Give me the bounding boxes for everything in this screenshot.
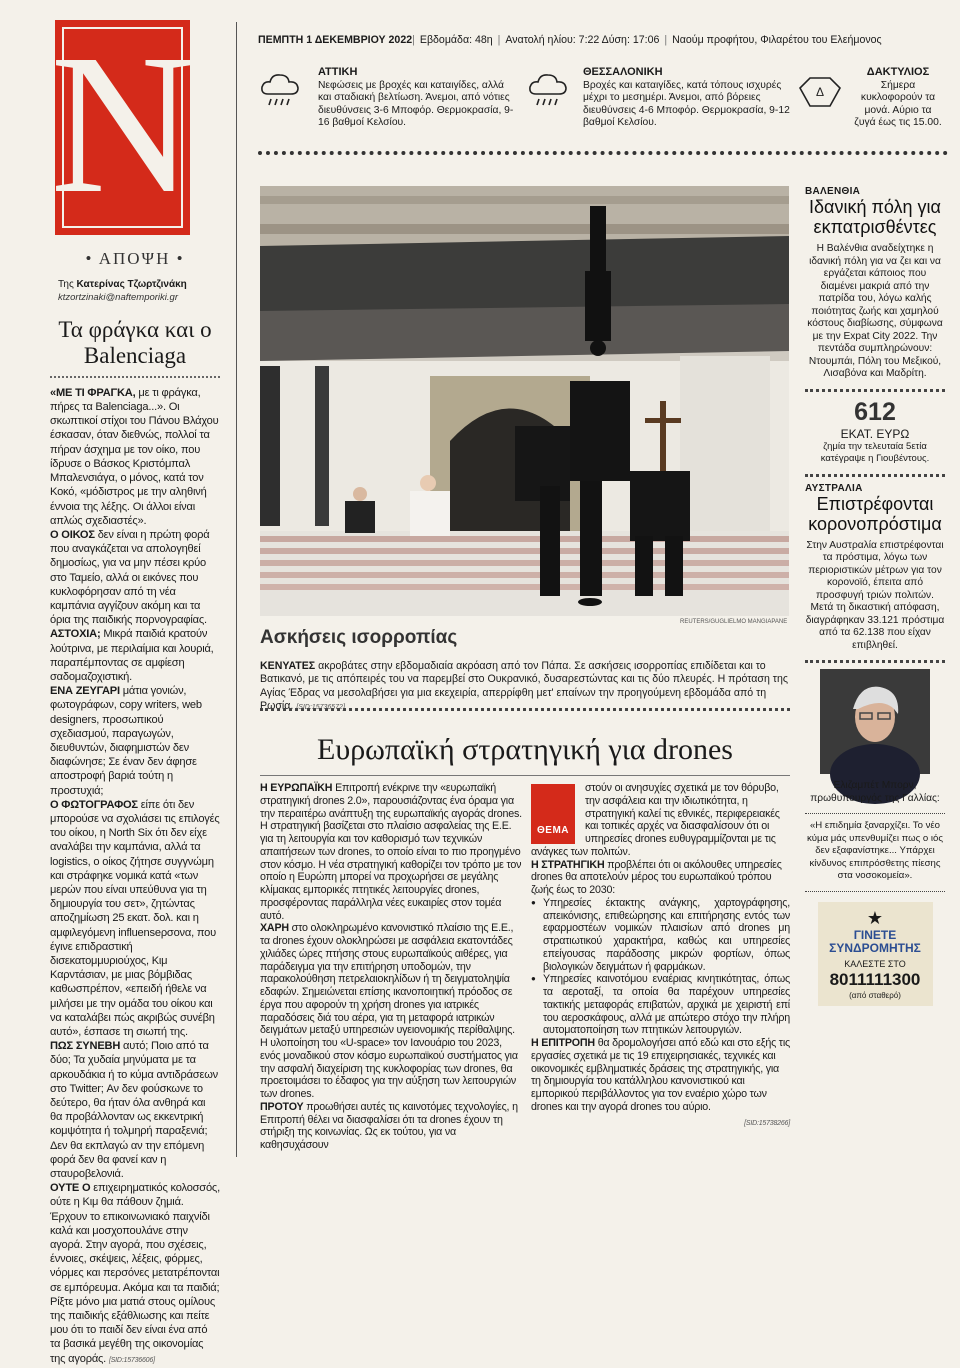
figure-text: ζημία την τελευταία 5ετία κατέγραψε η Γιουβέντους. — [820, 440, 930, 464]
acrobats-photo — [260, 186, 789, 616]
article-column-2 — [531, 782, 790, 1130]
divider — [260, 775, 790, 776]
paragraph: «ΜΕ ΤΙ ΦΡΑΓΚΑ, με τι φράγκα, πήρες τα Balenciaga...». Οι σκωπτικοί στίχοι του Πάνου Βλάχου έσκασαν, όταν διεθνώς, πολλοί τα πήραν άσχημα με τον οίκο, που ίδρυσε ο Βάσκος Κριστόμπαλ Μπαλενσιάγα, ο μόνος, κατά τον Κοκό, «μόδιστρος με την αληθινή έννοια της λέξης. Οι άλλοι είναι απλώς σχεδιαστές». — [50, 386, 219, 527]
photo-credit: REUTERS/GUGLIELMO MANGIAPANE — [680, 619, 788, 625]
divider — [805, 474, 945, 477]
opinion-body — [50, 386, 220, 1368]
article-column-1 — [260, 782, 522, 1152]
divider — [805, 389, 945, 392]
divider — [50, 376, 220, 378]
paragraph: Η ΕΠΙΤΡΟΠΗ θα δρομολογήσει από εδώ και στο εξής τις εργασίες σχετικά με τις 19 επιχειρησιακές, τεχνικές και οικονομικές εμβληματικές δράσεις της στρατηγικής, για τη δημιουργία του κατάλληλου κανονιστικού και εμπορικού περιβάλλοντος για τον εναέριο χώρο των drones και την αγορά drones του αύριο. — [531, 1037, 790, 1113]
paragraph: ΠΩΣ ΣΥΝΕΒΗ αυτό; Ποιο από τα δύο; Τα χυδαία μηνύματα με τα αρκουδάκια ή το κύμα αντιδράσεων στο Twitter; Αν δεν φούσκωνε το δεύτερο, θα ήταν όλα ανθηρά και θα προβάλλονταν ως εκκεντρική κομψότητα ή τολμηρή παραξενιά; Δεν θα εκπλαγώ αν την επόμενη φορά δεν θα φανεί καν η σταυροβελονιά. — [50, 1040, 219, 1181]
portrait-illustration — [820, 669, 930, 774]
sun-times: Ανατολή ηλίου: 7:22 Δύση: 17:06 — [505, 34, 660, 46]
divider — [260, 708, 790, 711]
divider — [805, 813, 945, 814]
newspaper-logo — [50, 13, 195, 235]
news-brief-column — [805, 170, 945, 1006]
bullet-list — [531, 897, 790, 1037]
story-id: [SID:15738266] — [744, 1119, 790, 1127]
paragraph: Η ΣΤΡΑΤΗΓΙΚΗ προβλέπει ότι οι ακόλουθες υπηρεσίες drones θα αποτελούν μέρος του ευρωπαϊκού τρόπου ζωής έως το 2030: — [531, 858, 782, 896]
divider — [258, 151, 948, 156]
author-name: Κατερίνας Τζωρτζινάκη — [76, 279, 187, 290]
list-item: ● Υπηρεσίες έκτακτης ανάγκης, χαρτογράφησης, απεικόνισης, επιθεώρησης και επιτήρησης εντός των εφαρμοστέων νομικών πλαισίων από drones μη στρατιωτικού χαρακτήρα, καθώς και υπηρεσίες επείγουσας παράδοσης μικρών φορτίων, όπως βιολογικών δειγμάτων ή φαρμάκων. — [531, 897, 790, 974]
paragraph: στούν οι ανησυχίες σχετικά με τον θόρυβο, την ασφάλεια και την ιδιωτικότητα, η στρατηγική καλεί τις εθνικές, περιφερειακές και τοπικές αρχές να διασφαλίσουν ότι οι υπηρεσίες drones ευθυγραμμίζονται με τις ανάγκες των πολιτών. — [531, 782, 780, 858]
article-title: Ευρωπαϊκή στρατηγική για drones — [317, 733, 733, 766]
trophy-icon: ★ — [866, 907, 884, 928]
svg-text:Δ: Δ — [815, 85, 825, 99]
traffic-sign-icon — [798, 72, 842, 112]
author-email[interactable]: ktzortzinaki@naftemporiki.gr — [58, 292, 178, 303]
subscribe-phone[interactable]: 8011111300 — [829, 969, 921, 989]
divider — [805, 660, 945, 663]
opinion-column — [50, 13, 220, 1368]
opinion-title: Τα φράγκα και ο Balenciaga — [58, 317, 212, 369]
quote-attribution: Ελιζαμπέτ Μπορν, πρωθυπουργός της Γαλλίας: — [810, 780, 940, 804]
portrait-photo — [820, 669, 930, 774]
paragraph: ΑΣΤΟΧΙΑ; Μικρά παιδιά κρατούν λούτρινα, με περιλαίμια και λουριά, παραπέμποντας σε αμφίεση σαδομαζοχιστική. — [50, 628, 214, 683]
figure-number: 612 — [854, 397, 896, 426]
paragraph: ΕΝΑ ΖΕΥΓΑΡΙ μάτια γονιών, φωτογράφων, copy writers, web designers, προσωπικού σχεδιασμού, παραγωγών, διευθυντών, διαφημιστών δεν διαφώνησε; Σε έναν δεν άφησε αποστροφή βαριά τούτη η προστυχιά; — [50, 685, 202, 797]
subscribe-call: ΚΑΛΕΣΤΕ ΣΤΟ — [844, 958, 906, 969]
story-id: [SID:15736606] — [108, 1356, 155, 1364]
section-label: • ΑΠΟΨΗ • — [85, 249, 185, 268]
paragraph: Ο ΦΩΤΟΓΡΑΦΟΣ είπε ότι δεν μπορούσε να σχολιάσει τις επιλογές του οίκου, η North Six ότι δεν είχε αναλάβει την καμπάνια, αλλά τα logistics, ο οίκος ζήτησε συγγνώμη και στράφηκε νομικά κατά «των μερών που είναι υπεύθυνα για τη δημιουργία του σετ», ζητώντας αποζημίωση 25 εκατ. δολ. και η αμφιλεγόμενη influenseρσονα, που έγινε επιδραστική δισεκατομμυριούχος, Κιμ Καρντάσιαν, με μιας βόμβιδας καθωσπρέπον, «επειδή ήθελε να μιλήσει με την ομάδα του οίκου και να καταλάβει πώς ακριβώς συνέβη αυτό», έσπασε τη σιωπή της. — [50, 798, 220, 1039]
subscribe-note: (από σταθερό) — [849, 990, 901, 1000]
theme-badge: ΘΕΜΑ — [531, 784, 575, 844]
photo-caption-title: Ασκήσεις ισορροπίας — [260, 627, 458, 648]
brief-headline: Ιδανική πόλη για εκπατρισθέντες — [809, 197, 941, 237]
brief-body: Η Βαλένθια αναδείχτηκε η ιδανική πόλη για να ζει και να εργάζεται κάποιος που διαμένει μακριά από την πατρίδα του, λόγω καλής ποιότητας ζωής και χαμηλού κόστους διαβίωσης, σύμφωνα με την Expat City 2022. Την πεντάδα συμπληρώνουν: Ντουμπάι, Πόλη του Μεξικού, Λισαβόνα και Μαδρίτη. — [807, 243, 943, 379]
paragraph: ΧΑΡΗ στο ολοκληρωμένο κανονιστικό πλαίσιο της Ε.Ε., τα drones έχουν ολοκληρώσει με ασφάλεια εκατοντάδες χιλιάδες ώρες πτήσης στους ευρωπαϊκούς αιθέρες, για παράδειγμα για την επιτήρηση υποδομών, την παρακολούθηση πετρελαιοκηλίδων ή τη δειγματοληψία εδαφών. Σημειώνεται επίσης ικανοποιητική πρόοδος σε έργα που αφορούν τη χρήση drones για ιατρικές παραδόσεις διά του αέρα, για τη μεταφορά ιατρικών δειγμάτων μεταξύ υπηρεσιών υγειονομικής περίθαλψης. Η υλοποίηση του «U-space» τον Ιανουάριο του 2023, ενός μοναδικού στον κόσμο ευρωπαϊκού συστήματος για την ασφαλή διαχείριση της κυκλοφορίας των drones, θα προετοιμάσει το έδαφος για την αύξηση των λειτουργιών των drones. — [260, 922, 518, 1100]
paragraph: ΟΥΤΕ Ο επιχειρηματικός κολοσσός, ούτε η Κιμ θα πάθουν ζημιά. Έρχουν το επικοινωνιακό παιχνίδι καλά και μοσχοπουλάνε στην αγορά. Στην αγορά, που σχέσεις, έννοιες, σκέψεις, λέξεις, φόρμες, νόρμες και περσόνες μετατρέπονται σε εμπόρευμα. Ακόμα και τα παιδιά; Ρίξτε μόνο μια ματιά στους ομίλους της παιδικής εξάθλιωσης και πείτε μου ότι το παιδί δεν είναι ένα από τα βασικά μεγέθη της οικονομίας της αγοράς. [SID:15736606] — [50, 1182, 220, 1365]
brief-headline: Επιστρέφονται κορονοπρόστιμα — [808, 493, 942, 534]
date-bar: ΠΕΜΠΤΗ 1 ΔΕΚΕΜΒΡΙΟΥ 2022| Εβδομάδα: 48η | Ανατολή ηλίου: 7:22 Δύση: 17:06 | Ναούμ προφήτου, Φιλαρέτου του Ελεήμονος — [258, 34, 882, 46]
photo-illustration — [260, 186, 789, 616]
column-divider — [236, 22, 237, 1157]
story-id: [SID:15736572] — [296, 704, 345, 712]
date: ΠΕΜΠΤΗ 1 ΔΕΚΕΜΒΡΙΟΥ 2022 — [258, 34, 413, 46]
figure-unit: ΕΚΑΤ. ΕΥΡΩ — [840, 426, 910, 441]
rain-cloud-icon — [258, 70, 302, 110]
subscribe-box[interactable] — [818, 902, 933, 1006]
paragraph: ΠΡΟΤΟΥ προωθήσει αυτές τις καινοτόμες τεχνολογίες, η Επιτροπή θέλει να διασφαλίσει ότι τα drones έχουν τη στήριξη της κοινωνίας. Ως εκ τούτου, για να καθησυχάσουν — [260, 1100, 518, 1151]
subscribe-title: ΓΙΝΕΤΕ ΣΥΝΔΡΟΜΗΤΗΣ — [829, 927, 921, 955]
brief-tag: ΑΥΣΤΡΑΛΙΑ — [805, 482, 863, 494]
paragraph: Ο ΟΙΚΟΣ δεν είναι η πρώτη φορά που αναγκάζεται να απολογηθεί δημοσίως, για να μην πέσει κρύο στο Ταμείο, αλλά οι εικόνες που κυκλοφόρησαν από τη νέα καμπάνια αγγίζουν ακόμη και τα όρια της παιδικής πορνογραφίας. — [50, 528, 210, 627]
divider — [805, 891, 945, 892]
photo-caption: ΚΕΝΥΑΤΕΣ ακροβάτες στην εβδομαδιαία ακρόαση από τον Πάπα. Σε ασκήσεις ισορροπίας επιδίδεται και το Βατικανό, με τις απόπειρές του να παρεμβεί στο Ουκρανικό, δυσαρεστώντας και τις δύο πλευρές. Η πρόταση της Αγίας Έδρας να μεσολαβήσει για μια εκεχειρία, απερρίφθη μετ' επαίνων την προηγούμενη εβδομάδα από τη Ρωσία. [SID:15736572] — [260, 660, 788, 713]
weather-strip — [258, 66, 948, 146]
saints: Ναούμ προφήτου, Φιλαρέτου του Ελεήμονος — [672, 34, 882, 46]
weather-attica: ΑΤΤΙΚΗ Νεφώσεις με βροχές και καταιγίδες, αλλά και σταδιακή βελτίωση. Άνεμοι, από νότιες διευθύνσεις 3-6 Μποφόρ. Θερμοκρασία, 9-16 βαθμοί Κελσίου. — [318, 66, 514, 128]
brief-tag: ΒΑΛΕΝΘΙΑ — [805, 186, 861, 197]
brief-body: Στην Αυστραλία επιστρέφονται τα πρόστιμα, λόγω των περιοριστικών μέτρων για τον κορονοϊό, έπειτα από προσφυγή τριών πολιτών. Μετά τη δικαστική απόφαση, διαγράφηκαν 33.121 πρόστιμα από τα 62.138 που είχαν επιβληθεί. — [805, 539, 945, 651]
logo-letter: N — [50, 13, 195, 235]
list-item: ● Υπηρεσίες καινοτόμου εναέριας κινητικότητας, όπως τα αεροταξί, τα οποία θα παρέχουν υπηρεσίες τακτικής μεταφοράς επιβατών, αρχικά με χειριστή επί του αεροσκάφους, αλλά με απώτερο στόχο την πλήρη αυτοματοποίηση των πτητικών λειτουργιών. — [531, 973, 790, 1037]
weather-thessaloniki: ΘΕΣΣΑΛΟΝΙΚΗ Βροχές και καταιγίδες, κατά τόπους ισχυρές μέχρι το μεσημέρι. Άνεμοι, από βόρειες διευθύνσεις 4-6 Μποφόρ. Θερμοκρασία, 9-12 βαθμοί Κελσίου. — [583, 66, 790, 128]
weather-ring: ΔΑΚΤΥΛΙΟΣ Σήμερα κυκλοφορούν τα μονά. Αύριο τα ζυγά έως τις 15.00. — [854, 66, 942, 128]
quote-text: «Η επιδημία ξαναρχίζει. Το νέο κύμα μάς υπενθυμίζει πως ο ιός δεν εξαφανίστηκε... Υπάρχει κίνδυνος επιπρόσθετης πίεσης στα νοσοκομεία». — [807, 820, 943, 881]
byline: Της Κατερίνας Τζωρτζινάκη — [58, 279, 187, 290]
paragraph: Η ΕΥΡΩΠΑΪΚΗ Επιτροπή ενέκρινε την «ευρωπαϊκή στρατηγική drones 2.0», παρουσιάζοντας ένα όραμα για την περαιτέρω ανάπτυξη της ευρωπαϊκής αγοράς drones. Η στρατηγική βασίζεται στο πλαίσιο ασφαλείας της Ε.Ε. για τη λειτουργία και τον καθορισμό των τεχνικών απαιτήσεων των drones, το οποίο είναι το πιο προηγμένο στον κόσμο. Η νέα στρατηγική καθορίζει τον τρόπο με τον οποίο η Ευρώπη μπορεί να προχωρήσει σε μεγάλης κλίμακας εμπορικές πτητικές λειτουργίες drones, προσφέροντας παράλληλα νέες ευκαιρίες στον τομέα αυτό. — [260, 782, 522, 922]
rain-cloud-icon — [526, 70, 570, 110]
week: Εβδομάδα: 48η — [419, 34, 493, 46]
